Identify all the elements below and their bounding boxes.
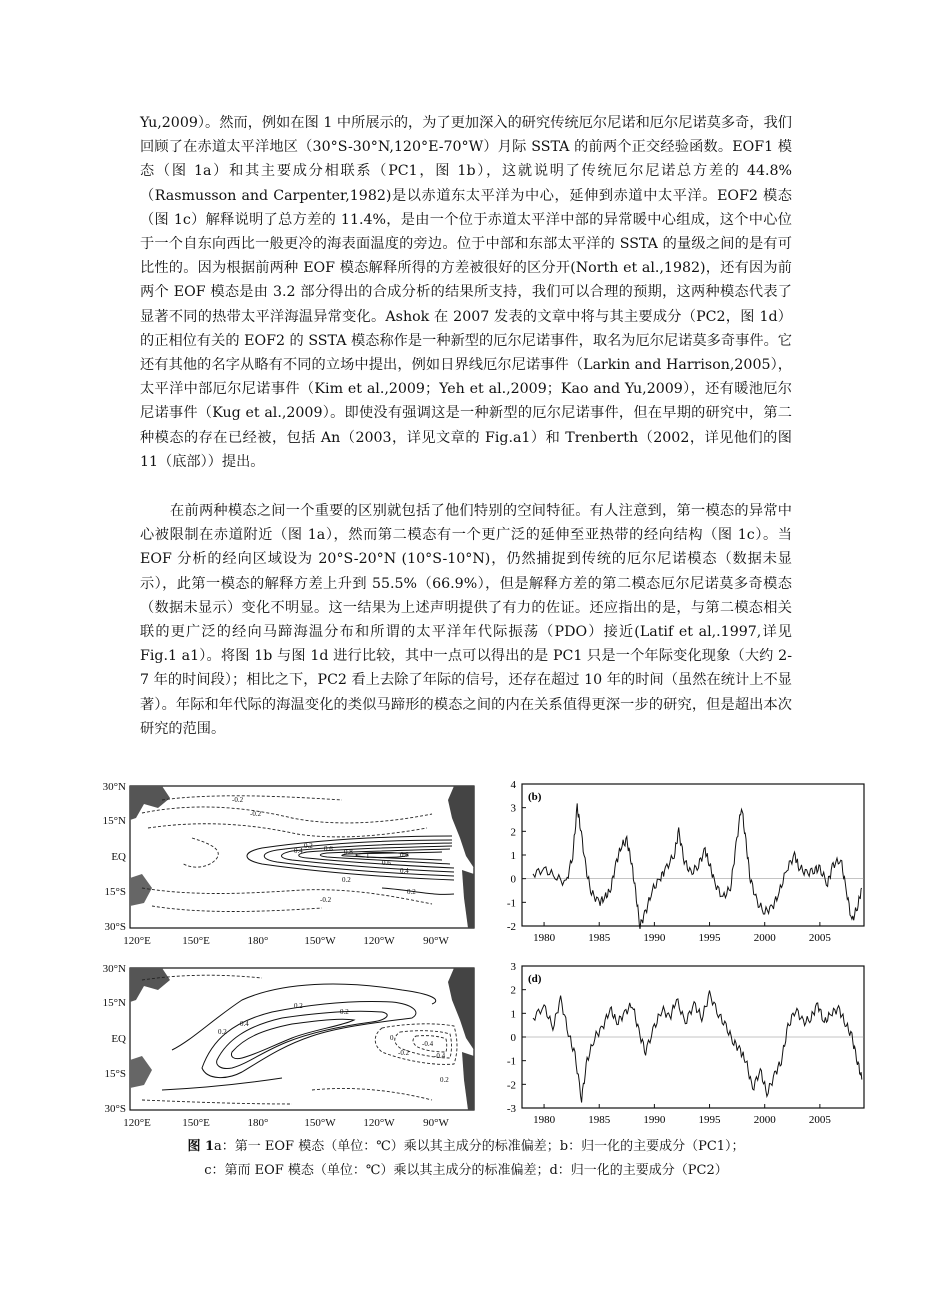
- svg-text:0.6: 0.6: [382, 859, 391, 867]
- x-tick-label: 1980: [533, 932, 556, 944]
- svg-text:150°E: 150°E: [182, 935, 210, 947]
- y-tick-label: -1: [506, 1055, 516, 1068]
- svg-text:0.2: 0.2: [294, 1002, 303, 1010]
- panel-label: (d): [528, 973, 542, 985]
- y-tick-label: 0: [510, 873, 516, 886]
- svg-text:-0.2: -0.2: [320, 896, 332, 904]
- svg-text:0.2: 0.2: [342, 876, 351, 884]
- map-panel-c: [82, 960, 482, 1130]
- y-tick-label: 1: [510, 1008, 516, 1021]
- svg-text:0.4: 0.4: [240, 1020, 249, 1028]
- lat-axis-c: [103, 963, 126, 1115]
- svg-text:150°W: 150°W: [304, 1117, 336, 1129]
- y-tick-label: 4: [510, 779, 516, 791]
- x-tick-label: 1995: [698, 1114, 721, 1126]
- svg-text:120°W: 120°W: [363, 1117, 395, 1129]
- lon-axis-c: [123, 1117, 449, 1129]
- figure-caption: [140, 1135, 792, 1183]
- y-tick-label: 0: [510, 1032, 516, 1044]
- x-tick-label: 2000: [753, 1114, 776, 1126]
- svg-text:0.4: 0.4: [400, 867, 409, 875]
- x-tick-label: 2000: [753, 932, 776, 944]
- caption-line-1: a：第一 EOF 模态（单位：℃）乘以其主成分的标准偏差；b：归一化的主要成分（PC1）；: [214, 1139, 745, 1154]
- caption-label: 图 1: [187, 1139, 215, 1154]
- x-tick-label: 1995: [698, 932, 721, 944]
- svg-text:EQ: EQ: [111, 851, 126, 863]
- svg-text:30°S: 30°S: [104, 1103, 126, 1115]
- x-tick-label: 1980: [533, 1114, 556, 1126]
- svg-text:0.2: 0.2: [407, 888, 416, 896]
- svg-text:120°E: 120°E: [123, 1117, 151, 1129]
- lat-axis-a: [103, 781, 126, 933]
- svg-text:1: 1: [366, 852, 370, 860]
- svg-text:0: 0: [390, 1034, 394, 1042]
- svg-text:30°N: 30°N: [102, 963, 126, 975]
- svg-text:-0.4: -0.4: [434, 1052, 446, 1060]
- svg-text:-0.2: -0.2: [398, 1049, 410, 1057]
- svg-text:0.2: 0.2: [304, 842, 313, 850]
- svg-text:0.4: 0.4: [294, 847, 303, 855]
- y-tick-label: -2: [506, 921, 516, 933]
- x-tick-label: 2005: [808, 932, 831, 944]
- map-panel-a: [82, 778, 482, 948]
- svg-text:-0.2: -0.2: [250, 810, 262, 818]
- svg-text:EQ: EQ: [111, 1033, 126, 1045]
- svg-text:0.2: 0.2: [340, 1008, 349, 1016]
- y-tick-label: -1: [506, 897, 516, 910]
- y-tick-label: 2: [510, 984, 516, 997]
- caption-line-2: c：第而 EOF 模态（单位：℃）乘以其主成分的标准偏差；d：归一化的主要成分（PC2）: [204, 1163, 728, 1178]
- svg-text:30°S: 30°S: [104, 921, 126, 933]
- svg-text:150°W: 150°W: [304, 935, 336, 947]
- x-tick-label: 1990: [643, 932, 666, 944]
- svg-text:90°W: 90°W: [423, 1117, 449, 1129]
- y-tick-label: 3: [510, 802, 516, 815]
- y-tick-label: -2: [506, 1079, 516, 1092]
- lon-axis-a: [123, 935, 449, 947]
- svg-text:15°N: 15°N: [102, 815, 126, 827]
- svg-text:30°N: 30°N: [102, 781, 126, 793]
- svg-text:180°: 180°: [247, 1117, 269, 1129]
- svg-text:0.2: 0.2: [218, 1028, 227, 1036]
- x-tick-label: 1990: [643, 1114, 666, 1126]
- svg-text:0.2: 0.2: [440, 1076, 449, 1084]
- svg-text:15°S: 15°S: [104, 1068, 126, 1080]
- y-tick-label: 3: [510, 961, 516, 973]
- pc2-chart: [492, 958, 872, 1130]
- svg-text:15°S: 15°S: [104, 886, 126, 898]
- y-tick-label: -3: [506, 1103, 516, 1115]
- svg-text:-0.4: -0.4: [422, 1040, 434, 1048]
- svg-text:180°: 180°: [247, 935, 269, 947]
- x-tick-label: 1985: [588, 932, 611, 944]
- svg-text:0.6: 0.6: [324, 845, 333, 853]
- svg-text:120°E: 120°E: [123, 935, 151, 947]
- pc1-chart: [492, 776, 872, 948]
- y-tick-label: 2: [510, 826, 516, 839]
- svg-text:-0.2: -0.2: [232, 796, 244, 804]
- svg-text:150°E: 150°E: [182, 1117, 210, 1129]
- svg-text:0.8: 0.8: [344, 848, 353, 856]
- body-paragraph-2: 在前两种模态之间一个重要的区别就包括了他们特别的空间特征。有人注意到，第一模态的异常中心被限制在赤道附近（图 1a），然而第二模态有一个更广泛的延伸至亚热带的经向结构（图 1c）。当 EOF 分析的经向区域设为 20°S-20°N (10°S-10°N)，仍然捕捉到传统的厄尔尼诺模态（数据未显示），此第一模态的解释方差上升到 55.5%（66.9%），但是解释方差的第二模态厄尔尼诺莫多奇模态（数据未显示）变化不明显。这一结果为上述声明提供了有力的佐证。还应指出的是，与第二模态相关联的更广泛的经向马蹄海温分布和所谓的太平洋年代际振荡（PDO）接近(Latif et al,.1997,详见 Fig.1 a1）。将图 1b 与图 1d 进行比较，其中一点可以得出的是 PC1 只是一个年际变化现象（大约 2-7 年的时间段）；相比之下，PC2 看上去除了年际的信号，还存在超过 10 年的时间（虽然在统计上不显著）。年际和年代际的海温变化的类似马蹄形的模态之间的内在关系值得更深一步的研究，但是超出本次研究的范围。: [140, 503, 792, 737]
- body-paragraph-1: Yu,2009）。然而，例如在图 1 中所展示的，为了更加深入的研究传统厄尔尼诺和厄尔尼诺莫多奇，我们回顾了在赤道太平洋地区（30°S-30°N,120°E-70°W）月际 SSTA 的前两个正交经验函数。EOF1 模态（图 1a）和其主要成分相联系（PC1，图 1b），这就说明了传统厄尔尼诺总方差的 44.8%（Rasmusson and Carpenter,1982)是以赤道东太平洋为中心，延伸到赤道中太平洋。EOF2 模态（图 1c）解释说明了总方差的 11.4%，是由一个位于赤道太平洋中部的异常暖中心组成，这个中心位于一个自东向西比一般更冷的海表面温度的旁边。位于中部和东部太平洋的 SSTA 的量级之间的是有可比性的。因为根据前两种 EOF 模态解释所得的方差被很好的区分开(North et al.,1982)，还有因为前两个 EOF 模态是由 3.2 部分得出的合成分析的结果所支持，我们可以合理的预期，这两种模态代表了显著不同的热带太平洋海温异常变化。Ashok 在 2007 发表的文章中将与其主要成分（PC2，图 1d）的正相位有关的 EOF2 的 SSTA 模态称作是一种新型的厄尔尼诺事件，取名为厄尔尼诺莫多奇事件。它还有其他的名字从略有不同的立场中提出，例如日界线厄尔尼诺事件（Larkin and Harrison,2005），太平洋中部厄尔尼诺事件（Kim et al.,2009；Yeh et al.,2009；Kao and Yu,2009），还有暖池厄尔尼诺事件（Kug et al.,2009）。即使没有强调这是一种新型的厄尔尼诺事件，但在早期的研究中，第二种模态的存在已经被，包括 An（2003，详见文章的 Fig.a1）和 Trenberth（2002，详见他们的图 11（底部））提出。: [140, 115, 792, 470]
- panel-label: (b): [528, 791, 542, 803]
- svg-text:120°W: 120°W: [363, 935, 395, 947]
- y-tick-label: 1: [510, 850, 516, 862]
- svg-text:15°N: 15°N: [102, 997, 126, 1009]
- x-tick-label: 1985: [588, 1114, 611, 1126]
- svg-text:90°W: 90°W: [423, 935, 449, 947]
- svg-text:0.8: 0.8: [400, 851, 409, 859]
- x-tick-label: 2005: [808, 1114, 831, 1126]
